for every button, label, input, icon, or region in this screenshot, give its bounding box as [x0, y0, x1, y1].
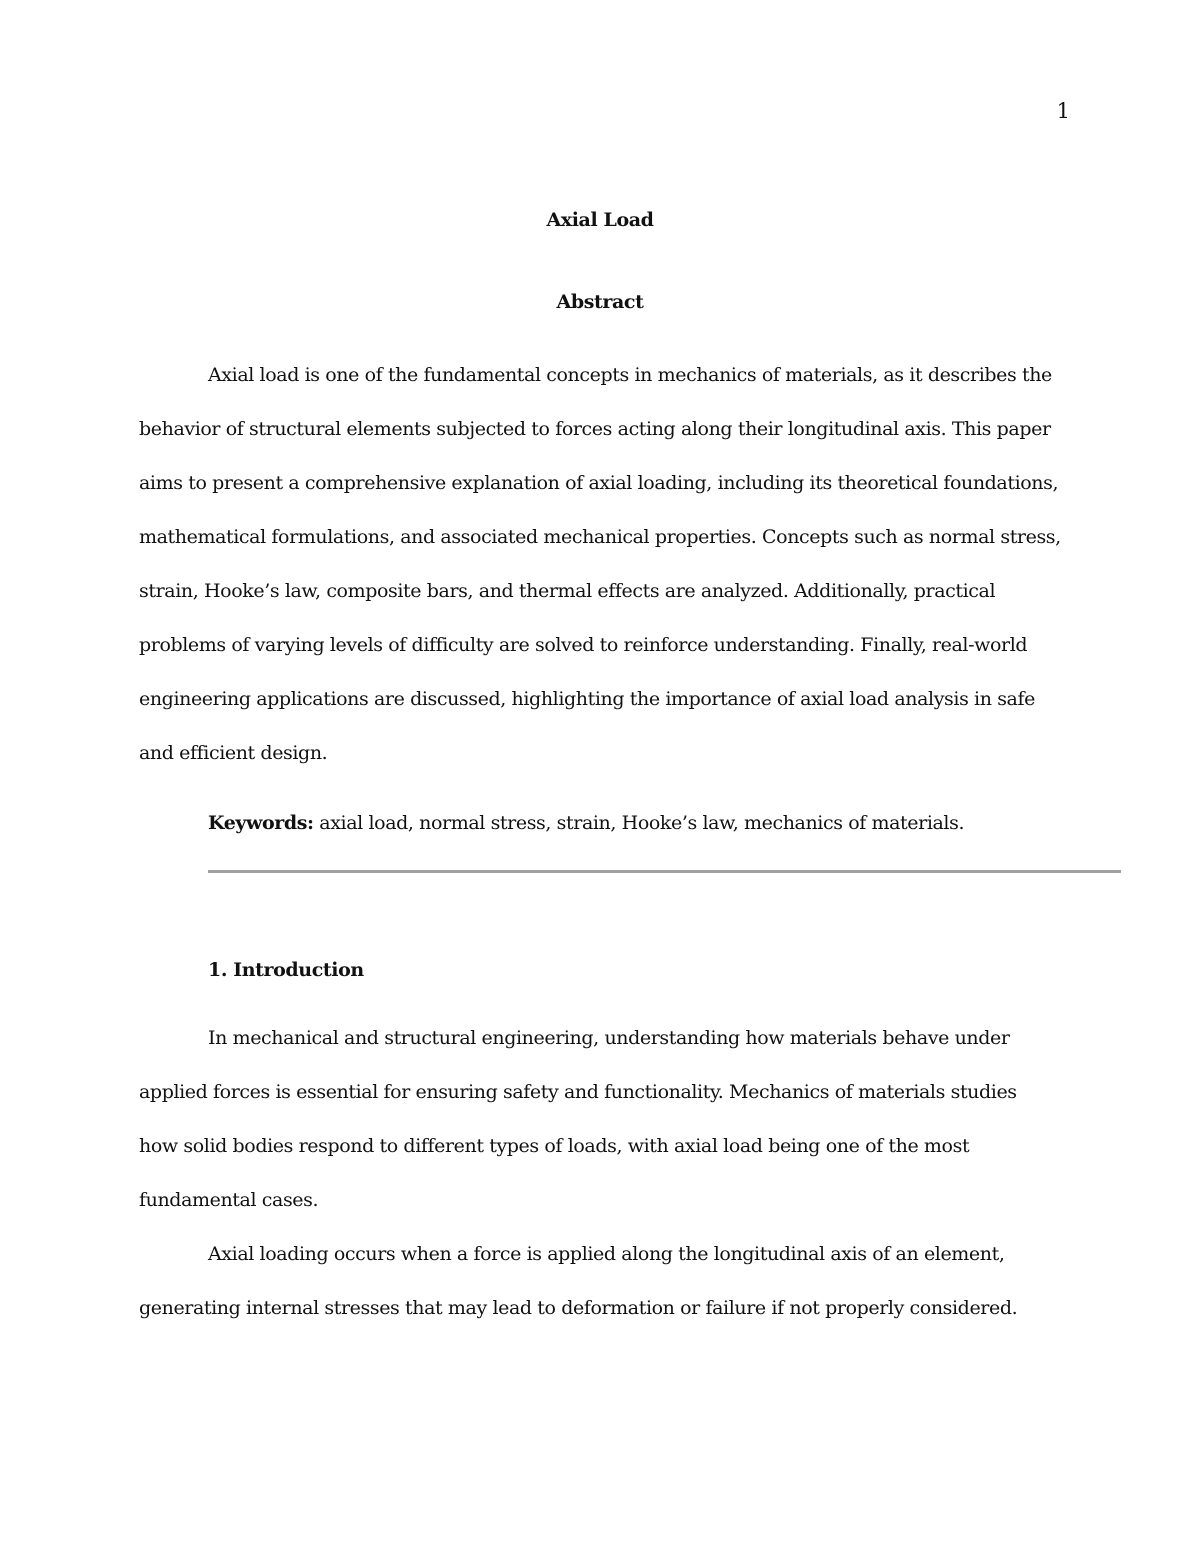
- introduction-paragraph-2: Axial loading occurs when a force is applied along the longitudinal axis of an element, generating internal stresses that may lead to deformation or failure if not properly considered.: [139, 1243, 1018, 1319]
- keywords-text: axial load, normal stress, strain, Hooke’s law, mechanics of materials.: [313, 812, 965, 834]
- page-number: 1: [1056, 99, 1070, 123]
- horizontal-divider: [208, 870, 1121, 873]
- paper-title: Axial Load: [546, 209, 654, 231]
- abstract-heading: Abstract: [556, 291, 644, 313]
- keywords-label: Keywords:: [208, 812, 314, 834]
- page-content: [139, 204, 1061, 1335]
- introduction-heading: 1. Introduction: [208, 959, 364, 981]
- introduction-paragraph-1: In mechanical and structural engineering, understanding how materials behave under applied forces is essential for ensuring safety and functionality. Mechanics of materials studies how solid bodies respond to different types of loads, with axial load being one of the most fundamental cases.: [139, 1027, 1017, 1211]
- keywords-line: [208, 808, 1061, 838]
- abstract-text: Axial load is one of the fundamental concepts in mechanics of materials, as it describes the behavior of structural elements subjected to forces acting along their longitudinal axis. This paper aims to present a comprehensive explanation of axial loading, including its theoretical foundations, mathematical formulations, and associated mechanical properties. Concepts such as normal stress, strain, Hooke’s law, composite bars, and thermal effects are analyzed. Additionally, practical problems of varying levels of difficulty are solved to reinforce understanding. Finally, real-world engineering applications are discussed, highlighting the importance of axial load analysis in safe and efficient design.: [139, 364, 1061, 764]
